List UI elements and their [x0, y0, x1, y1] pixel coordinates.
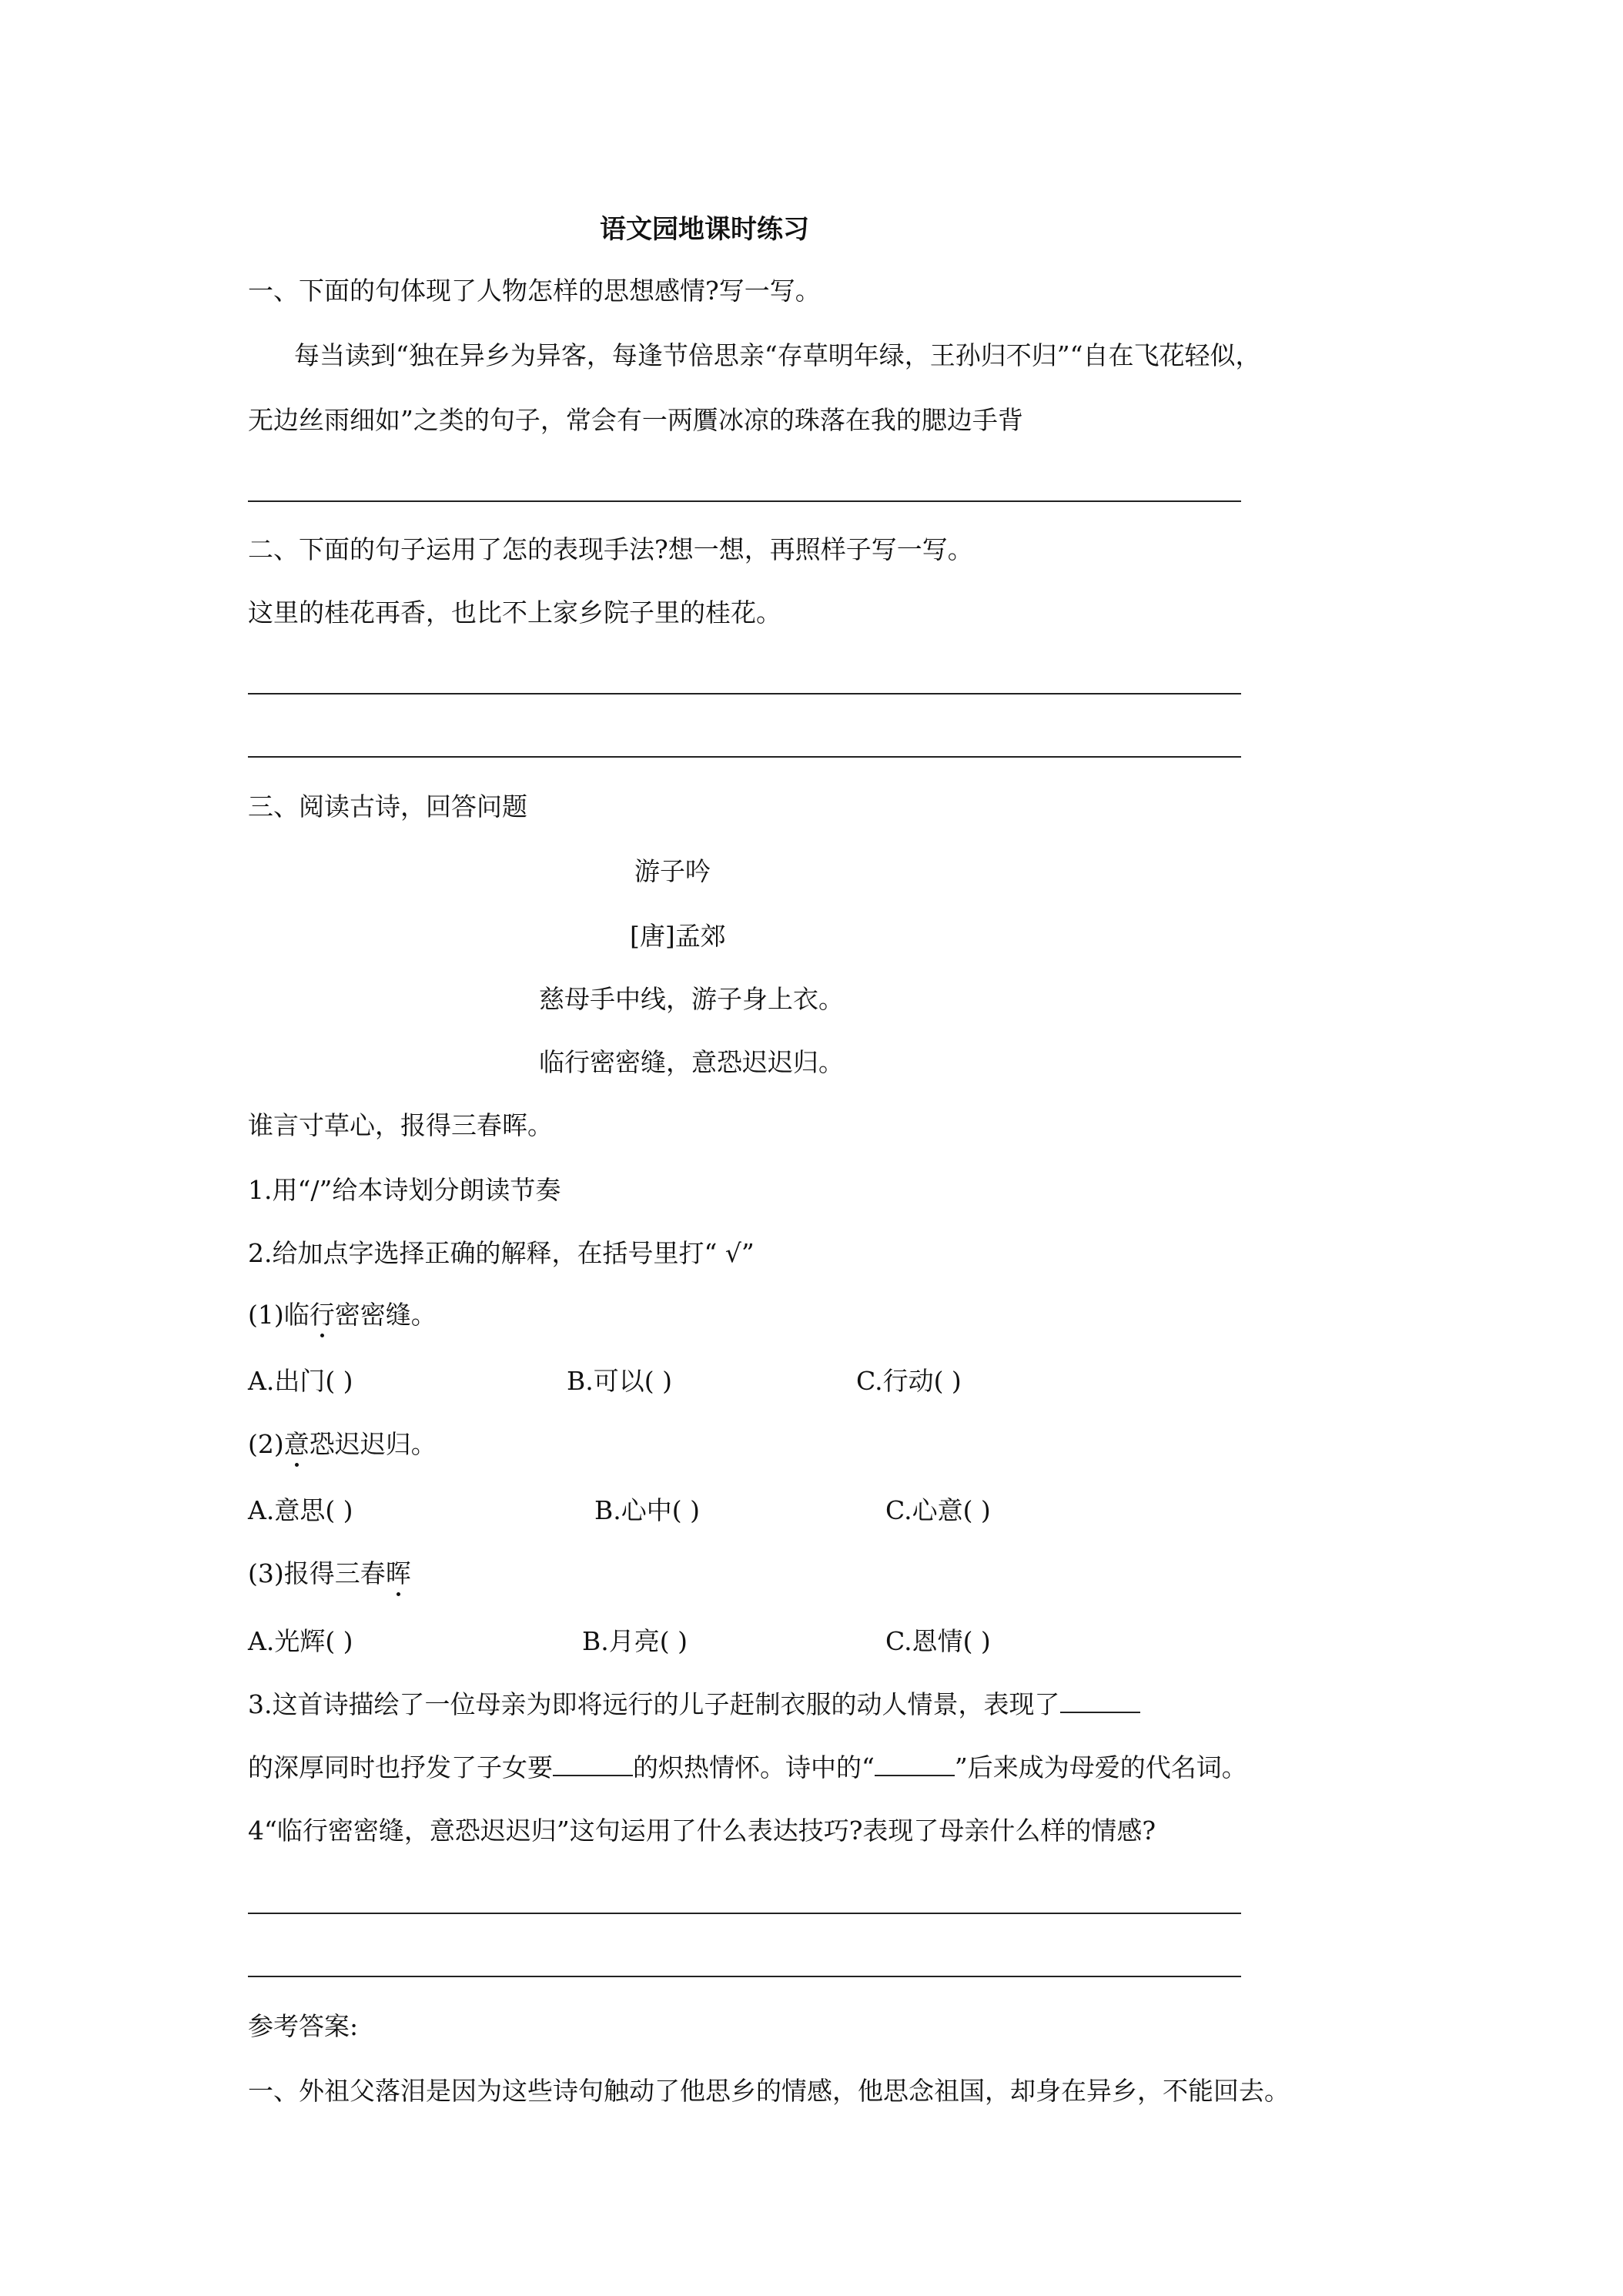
- q1-passage-line1: 每当读到“独在异乡为异客，每逢节倍思亲“存草明年绿，王孙归不归”“自在飞花轻似，: [294, 340, 1261, 370]
- q1-answer-line: [248, 500, 1241, 502]
- item3-blank-1[interactable]: [1060, 1689, 1140, 1713]
- sub1-prompt: [248, 1298, 437, 1332]
- answer-1: 一、外祖父落泪是因为这些诗句触动了他思乡的情感，他思念祖国，却身在异乡，不能回去。: [248, 2076, 1290, 2106]
- q3-heading: 三、阅读古诗，回答问题: [248, 792, 527, 822]
- sub1-dotted-char: 行: [309, 1300, 335, 1330]
- sub2-prompt: [248, 1427, 437, 1461]
- q2-answer-line-2: [248, 756, 1241, 758]
- sub1-option-b: B.可以( ): [567, 1366, 672, 1396]
- sub3-option-a: A.光辉( ): [248, 1626, 353, 1656]
- sub1-text-post: 密密缝。: [334, 1300, 437, 1330]
- sub2-text-pre: (2): [248, 1429, 284, 1459]
- q3-item4-answer-line-2: [248, 1976, 1241, 1977]
- answers-heading: 参考答案:: [248, 2011, 359, 2041]
- item3-text-4: ”后来成为母爱的代名词。: [954, 1752, 1247, 1782]
- poem-line-2: 临行密密缝，意恐迟迟归。: [539, 1047, 844, 1077]
- q3-item-1: 1.用“/”给本诗划分朗读节奏: [248, 1175, 561, 1205]
- q2-answer-line-1: [248, 693, 1241, 694]
- item3-text-1: 3.这首诗描绘了一位母亲为即将远行的儿子赶制衣服的动人情景，表现了: [248, 1689, 1060, 1719]
- item3-text-3: 的炽热情怀。诗中的“: [633, 1752, 875, 1782]
- sub3-option-b: B.月亮( ): [582, 1626, 688, 1656]
- item3-blank-3[interactable]: [875, 1752, 955, 1776]
- sub1-option-a: A.出门( ): [248, 1366, 353, 1396]
- sub2-dotted-char: 意: [283, 1429, 310, 1459]
- q3-item-4: 4“临行密密缝，意恐迟迟归”这句运用了什么表达技巧?表现了母亲什么样的情感?: [248, 1816, 1156, 1846]
- item3-text-2: 的深厚同时也抒发了子女要: [248, 1752, 553, 1782]
- sub3-prompt: [248, 1557, 411, 1591]
- sub2-option-c: C.心意( ): [885, 1495, 991, 1525]
- q2-sentence: 这里的桂花再香，也比不上家乡院子里的桂花。: [248, 597, 781, 628]
- poem-line-3: 谁言寸草心，报得三春晖。: [248, 1110, 553, 1140]
- q1-passage-line2: 无边丝雨细如”之类的句子，常会有一两贋冰凉的珠落在我的腮边手背: [248, 405, 1023, 435]
- sub3-dotted-char: 晖: [385, 1558, 411, 1588]
- q3-item-3-line2: [248, 1751, 1247, 1785]
- q2-heading: 二、下面的句子运用了怎的表现手法?想一想，再照样子写一写。: [248, 534, 973, 564]
- sub1-option-c: C.行动( ): [856, 1366, 962, 1396]
- poem-title: 游子吟: [634, 856, 711, 886]
- q3-item4-answer-line-1: [248, 1913, 1241, 1914]
- poem-author: [唐]孟郊: [630, 921, 726, 951]
- sub3-option-c: C.恩情( ): [885, 1626, 991, 1656]
- poem-line-1: 慈母手中线，游子身上衣。: [539, 984, 844, 1014]
- sub2-option-a: A.意思( ): [248, 1495, 353, 1525]
- sub3-text-pre: (3)报得三春: [248, 1558, 386, 1588]
- q3-item-3-line1: [248, 1688, 1140, 1722]
- q3-item-2: 2.给加点字选择正确的解释，在括号里打“ √”: [248, 1238, 755, 1268]
- sub2-option-b: B.心中( ): [594, 1495, 700, 1525]
- sub1-text-pre: (1)临: [248, 1300, 310, 1330]
- sub2-text-post: 恐迟迟归。: [309, 1429, 437, 1459]
- q1-heading: 一、下面的句体现了人物怎样的思想感情?写一写。: [248, 276, 821, 306]
- item3-blank-2[interactable]: [553, 1752, 633, 1776]
- page-title: 语文园地课时练习: [600, 214, 809, 245]
